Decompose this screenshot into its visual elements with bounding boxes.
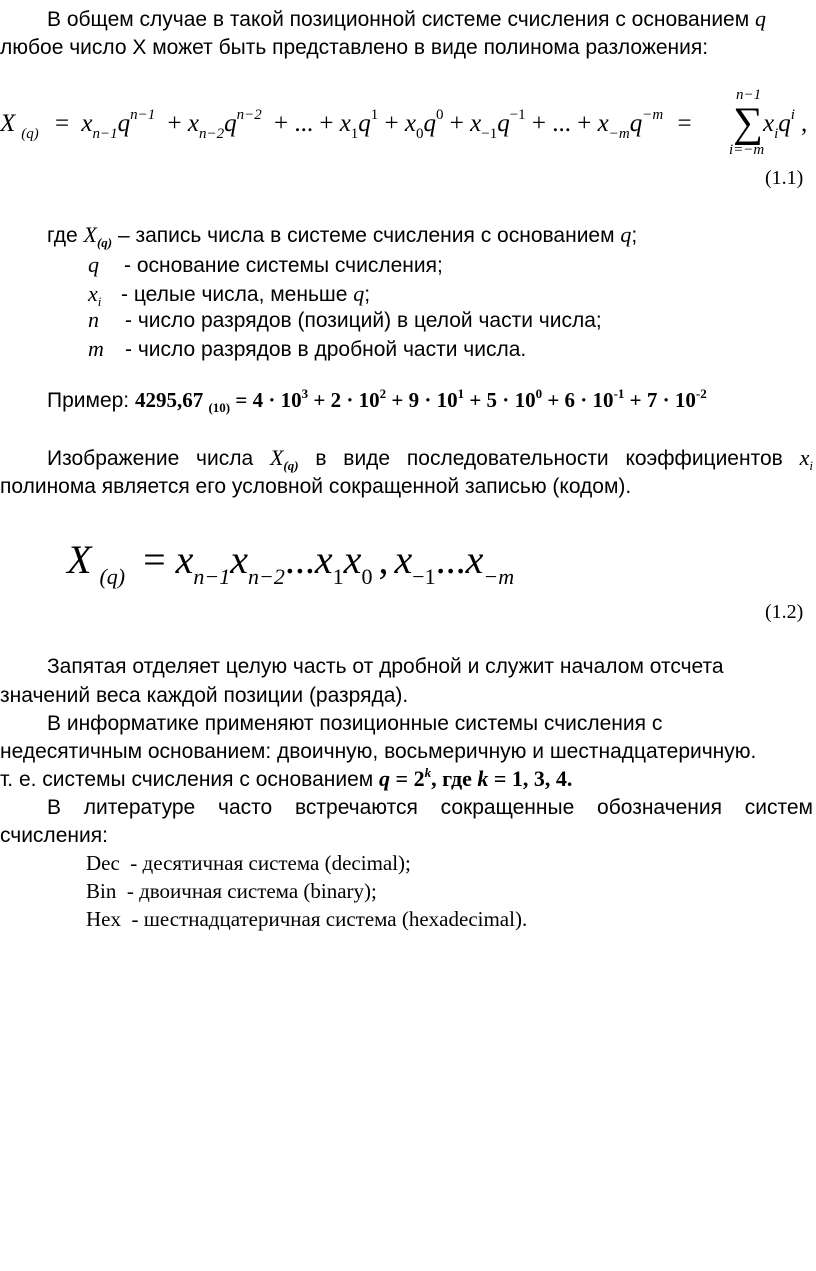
intro-text: В общем случае в такой позиционной системе счисления с основанием [47,8,756,31]
eq2-x2-sub: n−2 [248,564,285,589]
eq2-x3: x [314,537,333,582]
eq2-number: (1.2) [765,601,804,623]
eq2-dots-2: ... [435,537,466,582]
def-where-lead: где [47,224,84,247]
p2-line-3-k: k [424,765,432,780]
eq1-sum-term [763,107,808,142]
eq1-t6-q: q [629,110,643,137]
def-q-var: q [88,252,99,277]
p2-line-2: недесятичным основанием: двоичную, восьмеричную и шестнадцатеричную. [0,740,757,763]
def-n-var: n [88,307,99,332]
eq1-plus-1: + [167,110,182,137]
def-where [47,222,638,250]
example-expr-c: + 9 · 10 [386,388,458,412]
eq1-sum-sup: i [790,107,795,123]
def-where-q: q [620,222,632,247]
eq1-t1-q: q [117,110,131,137]
eq1-t1-sup: n−1 [130,107,156,123]
example-number: 4295,67 [134,388,204,412]
eq1-sum-q: q [778,110,791,137]
eq2-x5: x [394,537,413,582]
intro-var-q: q [755,6,767,31]
eq2-x5-sub: −1 [412,564,436,589]
equation-1-2 [67,537,515,589]
p2-line-3 [0,765,573,791]
example-pow-c: 1 [457,386,465,401]
def-where-text: – запись числа в системе счисления с основанием [112,224,621,247]
p2-line-3-q: q [379,766,391,791]
eq2-x3-sub: 1 [332,564,344,589]
eq1-t1-sub: n−1 [92,126,118,142]
eq2-x6-sub: −m [483,564,515,589]
def-where-end: ; [631,224,638,247]
def-m-var: m [88,336,104,361]
list-item-hex: Hex - шестнадцатеричная система (hexadecimal). [86,907,528,931]
image-par-text-a: Изображение числа [47,447,254,470]
eq1-t2-sub: n−2 [198,126,225,142]
p2-line-3-text: т. е. системы счисления с основанием [0,768,380,791]
eq2-dots-1: ... [284,537,315,582]
p2-line-3-eq: = 2 [390,766,425,791]
eq1-t5-sup: −1 [509,107,526,123]
eq1-t6-sup: −m [642,107,664,123]
eq2-equals: = [143,537,166,582]
example-expr-b: + 2 · 10 [308,388,380,412]
eq2-x6: x [465,537,484,582]
def-m-text: - число разрядов в дробной части числа. [125,338,527,361]
def-xi-var: x [88,281,98,306]
example-pow-e: -1 [613,386,625,401]
def-xi-q: q [353,281,365,306]
def-m [88,338,526,360]
eq1-t4-sub: 0 [416,126,424,142]
def-where-sub: (q) [96,235,113,250]
eq1-sum-bottom: i=−m [729,142,765,158]
example-expr-d: + 5 · 10 [464,388,536,412]
image-par-xsub: i [809,458,813,473]
image-par-line-2: полинома является его условной сокращенной записью (кодом). [0,475,632,498]
eq1-dots-1: ... [294,110,314,137]
intro-line-2: любое число X может быть представлено в виде полинома разложения: [0,36,709,59]
eq1-dots-2: ... [552,110,572,137]
eq1-t4-q: q [423,110,437,137]
eq2-x4: x [343,537,362,582]
eq2-x2: x [230,537,249,582]
example-expr-e: + 6 · 10 [542,388,614,412]
equation-1-1 [0,107,692,142]
example-pow-d: 0 [535,386,543,401]
eq1-t4-sup: 0 [436,107,444,123]
intro-line-1 [47,8,766,30]
def-where-var: X [83,222,97,247]
eq1-t3-sub: 1 [350,126,359,142]
eq1-t3-sup: 1 [370,107,379,123]
p2-line-3-end: = 1, 3, 4. [488,766,573,791]
eq1-sum-sign: ∑ [733,100,763,146]
eq1-plus-7: + [577,110,592,137]
example-label: Пример: [47,389,135,412]
eq1-t5-x: x [470,110,482,137]
p2-line-1: В информатике применяют позиционные системы счисления с [47,712,663,735]
eq1-equals: = [55,110,70,137]
eq2-x4-sub: 0 [361,564,373,589]
example-pow-f: -2 [695,386,707,401]
def-xi-text: - целые числа, меньше [121,283,354,306]
eq1-t5-sub: −1 [481,126,498,142]
eq2-lhs: X [67,537,92,582]
p3-line-1: В литературе часто встречаются сокращенные обозначения систем [47,796,813,819]
def-xi-end: ; [364,283,371,306]
p1-line-1: Запятая отделяет целую часть от дробной и служит началом отсчета [47,655,724,678]
eq1-t3-q: q [358,110,371,137]
eq1-t6-x: x [597,110,609,137]
eq1-plus-2: + [273,110,289,137]
eq1-sum-top: n−1 [736,87,762,103]
image-par-line-1 [47,445,813,473]
eq1-t4-x: x [404,110,417,137]
image-par-var: X [269,445,284,470]
eq2-lhs-sub: (q) [99,564,126,589]
p2-line-3-k2: k [477,766,489,791]
eq1-comma: , [800,110,808,137]
p3-line-2: счисления: [0,824,108,847]
eq1-lhs: X [0,110,16,137]
example-pow-a: 3 [301,386,309,401]
image-par-text-b: в виде последовательности коэффициентов [315,447,783,470]
example-base: (10) [208,400,231,415]
list-item-dec: Dec - десятичная система (decimal); [86,851,411,875]
def-xi-sub: i [97,294,102,309]
eq1-equals-2: = [677,110,692,137]
eq1-t2-sup: n−2 [236,107,262,123]
eq2-x1: x [175,537,194,582]
eq1-t5-q: q [497,110,510,137]
eq1-plus-5: + [449,110,464,137]
image-par-x: x [799,445,810,470]
def-n [88,309,602,331]
def-q-text: - основание системы счисления; [124,254,443,277]
eq1-t1-x: x [81,110,93,137]
image-par-sub: (q) [283,458,299,473]
eq2-x1-sub: n−1 [193,564,231,589]
example-expr-f: + 7 · 10 [624,388,696,412]
def-xi [88,281,371,309]
eq1-t3-x: x [339,110,351,137]
eq1-plus-4: + [384,110,399,137]
p1-line-2: значений веса каждой позиции (разряда). [0,684,409,707]
eq1-sum-sub: i [774,126,779,142]
eq1-number: (1.1) [765,167,804,189]
eq1-lhs-sub: (q) [21,126,39,142]
eq1-t2-q: q [224,110,237,137]
p2-line-3-where: , где [431,766,478,791]
eq2-comma: , [378,537,389,582]
def-n-text: - число разрядов (позиций) в целой части числа; [125,309,602,332]
eq1-sum-x: x [763,110,775,137]
example-line [47,386,707,415]
def-q [88,254,443,276]
eq1-t6-sub: −m [608,126,630,142]
example-expr-a: = 4 · 10 [230,388,302,412]
eq1-plus-3: + [319,110,334,137]
eq1-plus-6: + [531,110,547,137]
list-item-bin: Bin - двоичная система (binary); [86,879,377,903]
example-pow-b: 2 [379,386,387,401]
eq1-t2-x: x [187,110,199,137]
